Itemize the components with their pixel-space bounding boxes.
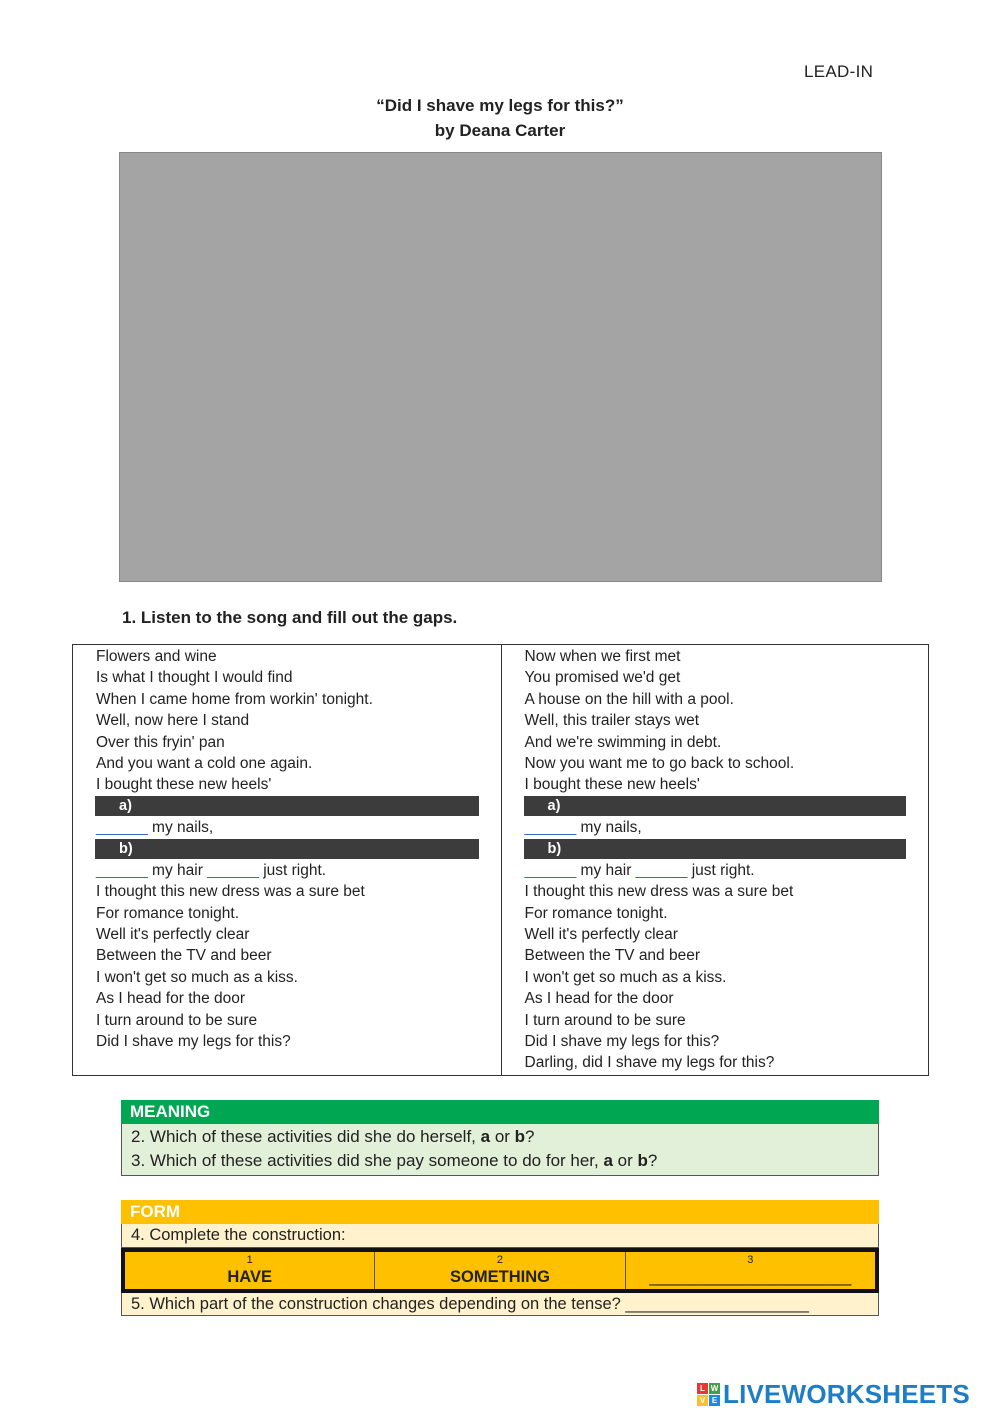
lyric-line-gap [73,860,501,881]
lyric-line: Now when we first met [524,648,681,665]
lyric-answer-bar[interactable]: b) [95,839,479,859]
answer-blank[interactable]: ______________________ [649,1268,852,1286]
lyric-line: You promised we'd get [524,669,681,687]
lyric-line: Did I shave my legs for this? [524,1033,720,1050]
lyric-line: As I head for the door [524,990,674,1008]
lyric-line: When I came home from workin' tonight. [96,690,373,708]
construction-cell-3[interactable] [625,1252,875,1289]
question-5[interactable]: 5. Which part of the construction changes depending on the tense? ____________________ [121,1293,879,1316]
lyric-line: As I head for the door [96,990,246,1008]
lyric-line-gap [502,860,929,881]
lyric-line: I bought these new heels' [524,776,700,794]
lyric-answer-bar[interactable]: b) [524,839,907,859]
option-b: b [514,1127,526,1146]
lyric-line: Now you want me to go back to school. [524,754,795,772]
lyric-line: Did I shave my legs for this? [96,1033,291,1050]
liveworksheets-logo [697,1379,970,1410]
logo-mark-square: E [709,1395,720,1406]
lyric-line: And we're swimming in debt. [524,733,722,751]
song-title-block [0,93,1000,143]
cell-number: 2 [496,1254,504,1266]
lyric-line: I thought this new dress was a sure bet [96,883,365,901]
lyric-line: I bought these new heels' [96,776,272,794]
lyric-answer-bar[interactable]: a) [524,796,907,816]
gap-blank[interactable]: ______ [524,819,577,837]
section-label: LEAD-IN [804,62,874,81]
lyric-line: Well it's perfectly clear [96,926,250,944]
lyric-text: my hair [576,861,636,879]
construction-cell-2 [374,1252,624,1289]
lyric-line: I thought this new dress was a sure bet [524,883,794,901]
logo-mark-square: W [710,1384,719,1393]
lyric-line: Well it's perfectly clear [524,926,678,944]
logo-text: LIVEWORKSHEETS [723,1379,970,1409]
construction-table [121,1248,879,1293]
lyric-line: I won't get so much as a kiss. [96,968,298,986]
lyric-line: Flowers and wine [96,648,217,665]
lyric-text: my hair [147,861,208,879]
gap-blank[interactable]: ______ [96,861,148,879]
song-artist: by Deana Carter [434,121,566,140]
lyric-line-gap [502,817,929,838]
lyric-line: I won't get so much as a kiss. [524,968,727,986]
question-4: 4. Complete the construction: [121,1224,879,1248]
gap-blank[interactable]: ______ [524,861,577,879]
lyric-line: For romance tonight. [96,904,240,922]
lyric-text: just right. [687,861,755,879]
lyric-line: Darling, did I shave my legs for this? [524,1054,775,1072]
lyric-line-gap [73,817,501,838]
lyric-line: Over this fryin' pan [96,733,225,751]
lyric-answer-bar[interactable]: a) [95,796,479,816]
option-a: a [603,1151,613,1170]
lyric-line: Between the TV and beer [524,947,701,965]
gap-blank[interactable]: ______ [207,861,259,879]
lyric-text: just right. [258,861,327,879]
meaning-section [121,1100,879,1176]
lyric-line: Is what I thought I would find [96,669,293,687]
construction-cell-1 [125,1252,374,1289]
form-section [121,1200,879,1316]
lyric-line: Well, this trailer stays wet [524,712,700,730]
lyric-line: Between the TV and beer [96,947,272,965]
meaning-heading: MEANING [121,1100,879,1124]
question-2: 2. Which of these activities did she do herself, a or b? [131,1127,535,1146]
lyric-line: For romance tonight. [524,904,668,922]
option-a: a [480,1127,491,1146]
video-placeholder[interactable] [119,152,882,582]
logo-mark-square: L [697,1383,708,1394]
gap-blank[interactable]: ______ [96,819,148,837]
song-title: “Did I shave my legs for this?” [376,96,624,115]
logo-mark-square: V [697,1395,708,1406]
lyric-text: my nails, [147,819,214,837]
lyric-line: Well, now here I stand [96,712,250,730]
lyric-line: I turn around to be sure [96,1011,258,1029]
cell-number: 1 [246,1254,253,1266]
lyric-text: my nails, [576,819,642,837]
lyrics-column-left [73,645,501,1075]
lyrics-column-right [501,645,929,1075]
option-b: b [637,1151,648,1170]
lyric-line: And you want a cold one again. [96,754,313,772]
cell-word: SOMETHING [450,1268,550,1286]
gap-blank[interactable]: ______ [635,861,688,879]
question-3: 3. Which of these activities did she pay someone to do for her, a or b? [131,1151,658,1170]
lyric-line: A house on the hill with a pool. [524,690,734,708]
cell-word: HAVE [227,1268,272,1286]
lyrics-table [72,644,929,1076]
cell-number: 3 [747,1254,754,1266]
logo-mark-icon [697,1383,720,1406]
form-heading: FORM [121,1200,879,1224]
exercise-instruction: 1. Listen to the song and fill out the gaps. [122,608,458,627]
lyric-line: I turn around to be sure [524,1011,686,1029]
meaning-questions [121,1124,879,1176]
